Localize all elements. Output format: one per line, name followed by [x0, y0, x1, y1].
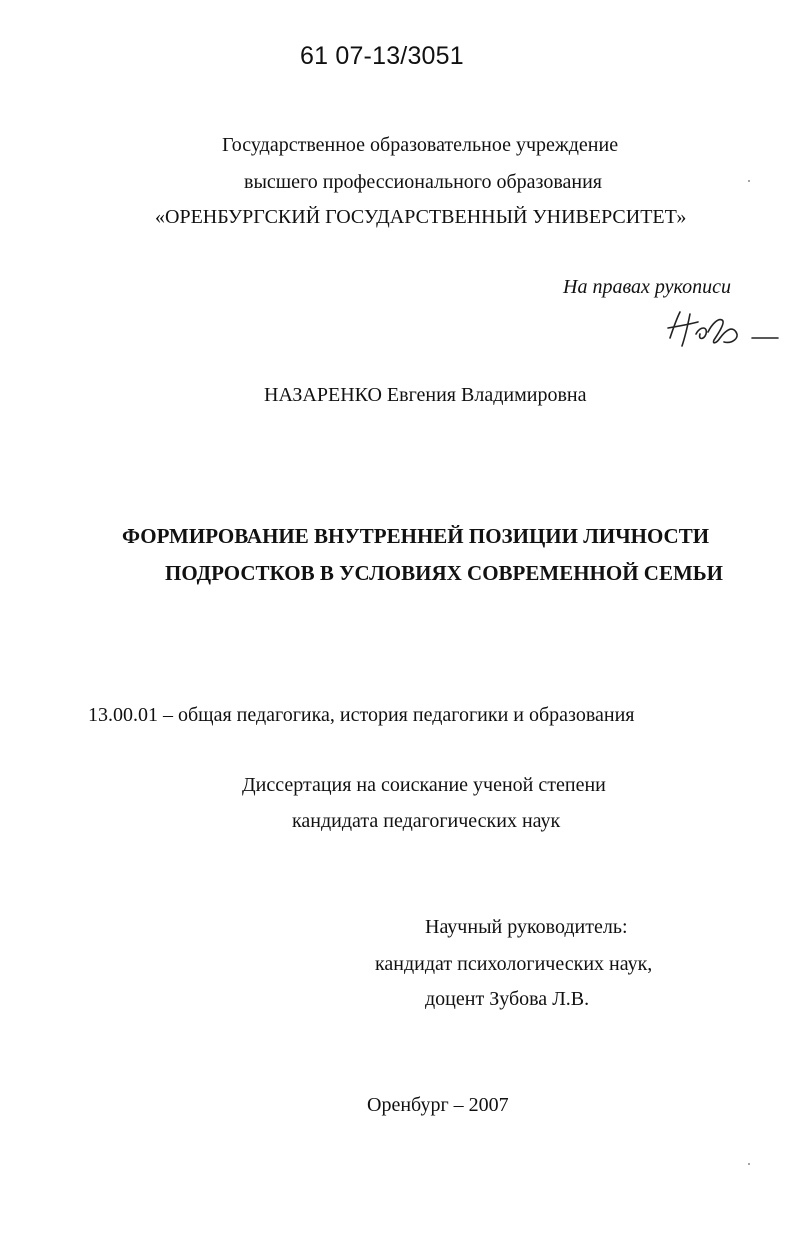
degree-line-2: кандидата педагогических наук — [292, 810, 561, 832]
thesis-title-line-1: ФОРМИРОВАНИЕ ВНУТРЕННЕЙ ПОЗИЦИИ ЛИЧНОСТИ — [122, 524, 710, 548]
degree-line-1: Диссертация на соискание ученой степени — [242, 774, 606, 796]
institution-name: «ОРЕНБУРГСКИЙ ГОСУДАРСТВЕННЫЙ УНИВЕРСИТЕТ» — [155, 206, 687, 228]
archive-number: 61 07-13/3051 — [300, 42, 464, 70]
scan-speck — [748, 180, 750, 182]
thesis-title-line-2: ПОДРОСТКОВ В УСЛОВИЯХ СОВРЕМЕННОЙ СЕМЬИ — [165, 561, 724, 585]
author-name: НАЗАРЕНКО Евгения Владимировна — [264, 384, 587, 406]
manuscript-note: На правах рукописи — [563, 276, 731, 298]
institution-line-2: высшего профессионального образования — [244, 171, 602, 193]
city-year: Оренбург – 2007 — [367, 1094, 509, 1116]
scan-speck — [748, 1163, 750, 1165]
author-signature — [660, 304, 780, 354]
advisor-label: Научный руководитель: — [425, 916, 628, 938]
advisor-name: доцент Зубова Л.В. — [425, 988, 590, 1010]
institution-line-1: Государственное образовательное учреждение — [222, 134, 619, 156]
specialty-code: 13.00.01 – общая педагогика, история педагогики и образования — [88, 704, 635, 726]
advisor-degree: кандидат психологических наук, — [375, 953, 653, 975]
